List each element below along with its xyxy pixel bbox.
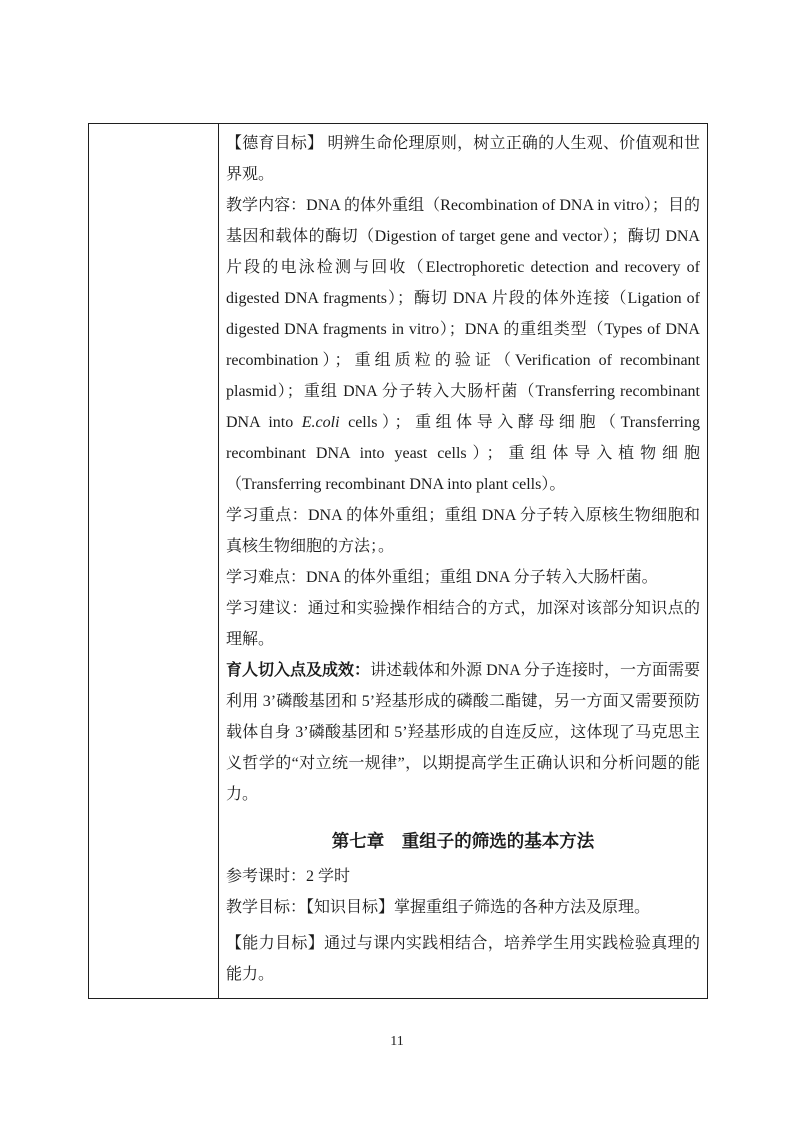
text-run: 教学目标：【知识目标】掌握重组子筛选的各种方法及原理。 [226,899,651,916]
text-run: 教学内容：DNA 的体外重组（Recombination of DNA in vitro）；目的基因和载体的酶切（Digestion of target gene and vector）；酶切 DNA 片段的电泳检测与回收（Electrophoretic detection and recovery of digested DNA fragments）；酶切 DNA 片段的体外连接（Ligation of digested DNA fragments in vitro）；DNA 的重组类型（Types of DNA recombination）；重组质粒的验证（Verification of recombinant plasmid）；重组 DNA 分子转入大肠杆菌（Transferring recombinant DNA into [226,197,700,431]
text-run: cells）；重组体导入酵母细胞（Transferring recombinant DNA into yeast cells）；重组体导入植物细胞（Transferring recombinant DNA into plant cells）。 [226,414,700,493]
text-run: 【德育目标】 明辨生命伦理原则，树立正确的人生观、价值观和世界观。 [226,135,700,183]
text-run: 学习重点：DNA 的体外重组；重组 DNA 分子转入原核生物细胞和真核生物细胞的方法；。 [226,507,700,555]
paragraph-moral-objectives [226,128,700,190]
text-run: 学习建议：通过和实验操作相结合的方式，加深对该部分知识点的理解。 [226,600,700,648]
text-run: 育人切入点及成效： [226,662,371,679]
text-run: 学习难点：DNA 的体外重组；重组 DNA 分子转入大肠杆菌。 [226,569,658,586]
page-number: 11 [390,1034,404,1049]
paragraph-key-points [226,500,700,562]
chapter-heading [226,826,700,857]
paragraph-ability-objective [226,928,700,990]
syllabus-table [88,123,708,999]
paragraph-teaching-content [226,190,700,500]
paragraph-study-advice [226,593,700,655]
table-left-cell [89,124,219,998]
paragraph-difficult-points [226,562,700,593]
text-run: 讲述载体和外源 DNA 分子连接时，一方面需要利用 3’磷酸基团和 5’羟基形成的磷酸二酯键，另一方面又需要预防载体自身 3’磷酸基团和 5’羟基形成的自连反应，这体现了马克思主义哲学的“对立统一规律”，以期提高学生正确认识和分析问题的能力。 [226,662,700,803]
paragraph-reference-hours [226,861,700,892]
text-run: E.coli [301,414,340,431]
text-run: 第七章 重组子的筛选的基本方法 [331,831,595,851]
paragraph-teaching-objectives [226,892,700,923]
text-run: 【能力目标】通过与课内实践相结合，培养学生用实践检验真理的能力。 [226,935,700,983]
text-run: 参考课时：2 学时 [226,868,351,885]
table-content-cell [219,124,707,998]
paragraph-moral-education-point [226,655,700,810]
